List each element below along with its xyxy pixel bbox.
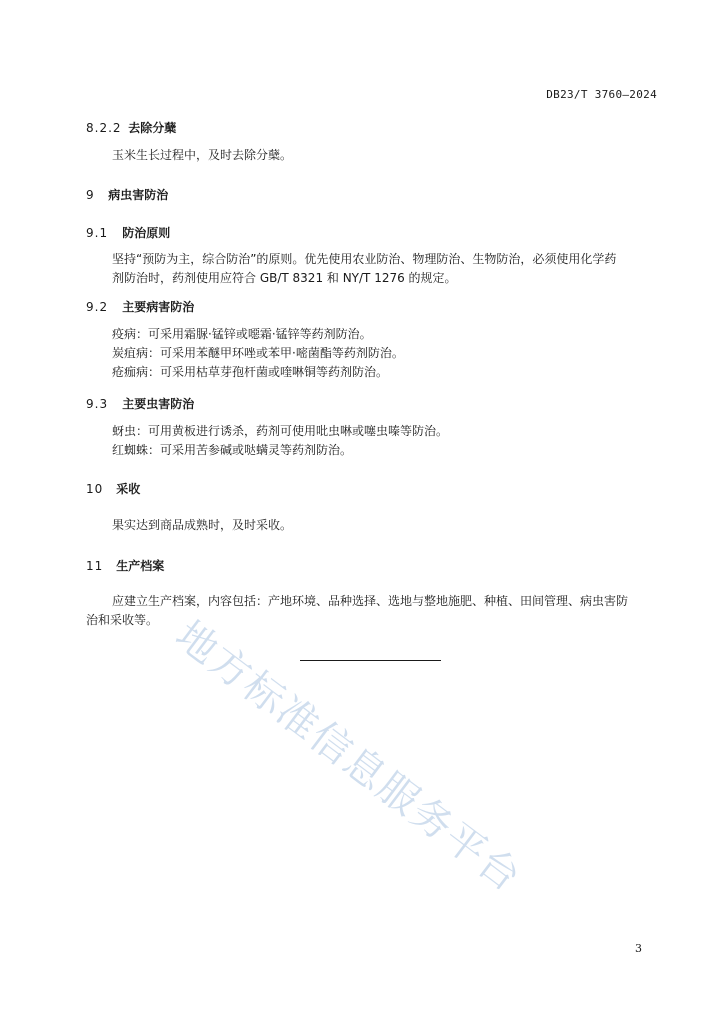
paragraph-9-2 [112, 325, 657, 382]
section-number: 9 [86, 188, 95, 202]
paragraph-8-2-2: 玉米生长过程中，及时去除分蘖。 [112, 148, 293, 162]
section-number: 8.2.2 [86, 121, 122, 135]
watermark: 地方标准信息服务平台 [166, 612, 531, 902]
section-title: 防治原则 [122, 226, 171, 240]
paragraph-line: 坚持“预防为主，综合防治”的原则。优先使用农业防治、物理防治、生物防治，必须使用化学药 [112, 252, 617, 266]
section-title: 主要病害防治 [122, 300, 195, 314]
section-title: 采收 [116, 482, 141, 496]
paragraph-line: 疮痂病：可采用枯草芽孢杆菌或喹啉铜等药剂防治。 [112, 365, 389, 379]
heading-10 [86, 480, 140, 497]
heading-8-2-2 [86, 119, 176, 136]
end-of-document-rule [300, 660, 441, 661]
paragraph-line: 疫病：可采用霜脲·锰锌或噁霜·锰锌等药剂防治。 [112, 327, 372, 341]
section-title: 主要虫害防治 [122, 397, 195, 411]
paragraph-11 [86, 592, 657, 630]
page-number: 3 [635, 942, 642, 955]
paragraph-line: 红蜘蛛：可采用苦参碱或哒螨灵等药剂防治。 [112, 443, 353, 457]
paragraph-line: 炭疽病：可采用苯醚甲环唑或苯甲·嘧菌酯等药剂防治。 [112, 346, 404, 360]
paragraph-10: 果实达到商品成熟时，及时采收。 [112, 518, 293, 532]
document-code: DB23/T 3760—2024 [546, 88, 657, 101]
section-title: 生产档案 [116, 559, 165, 573]
section-number: 10 [86, 482, 104, 496]
section-number: 11 [86, 559, 104, 573]
section-number: 9.1 [86, 226, 109, 240]
section-number: 9.2 [86, 300, 109, 314]
paragraph-line: 蚜虫：可用黄板进行诱杀，药剂可使用吡虫啉或噻虫嗪等防治。 [112, 424, 449, 438]
paragraph-line: 应建立生产档案，内容包括：产地环境、品种选择、选地与整地施肥、种植、田间管理、病虫害防 [112, 594, 629, 608]
section-title: 病虫害防治 [108, 188, 169, 202]
paragraph-9-3 [112, 422, 657, 460]
paragraph-line: 治和采收等。 [86, 613, 159, 627]
heading-9 [86, 186, 168, 203]
heading-9-3 [86, 395, 194, 412]
paragraph-9-1 [112, 250, 657, 288]
paragraph-line: 剂防治时，药剂使用应符合 GB/T 8321 和 NY/T 1276 的规定。 [112, 271, 457, 285]
section-title: 去除分蘖 [128, 121, 177, 135]
heading-11 [86, 557, 164, 574]
heading-9-2 [86, 298, 194, 315]
heading-9-1 [86, 224, 170, 241]
section-number: 9.3 [86, 397, 109, 411]
